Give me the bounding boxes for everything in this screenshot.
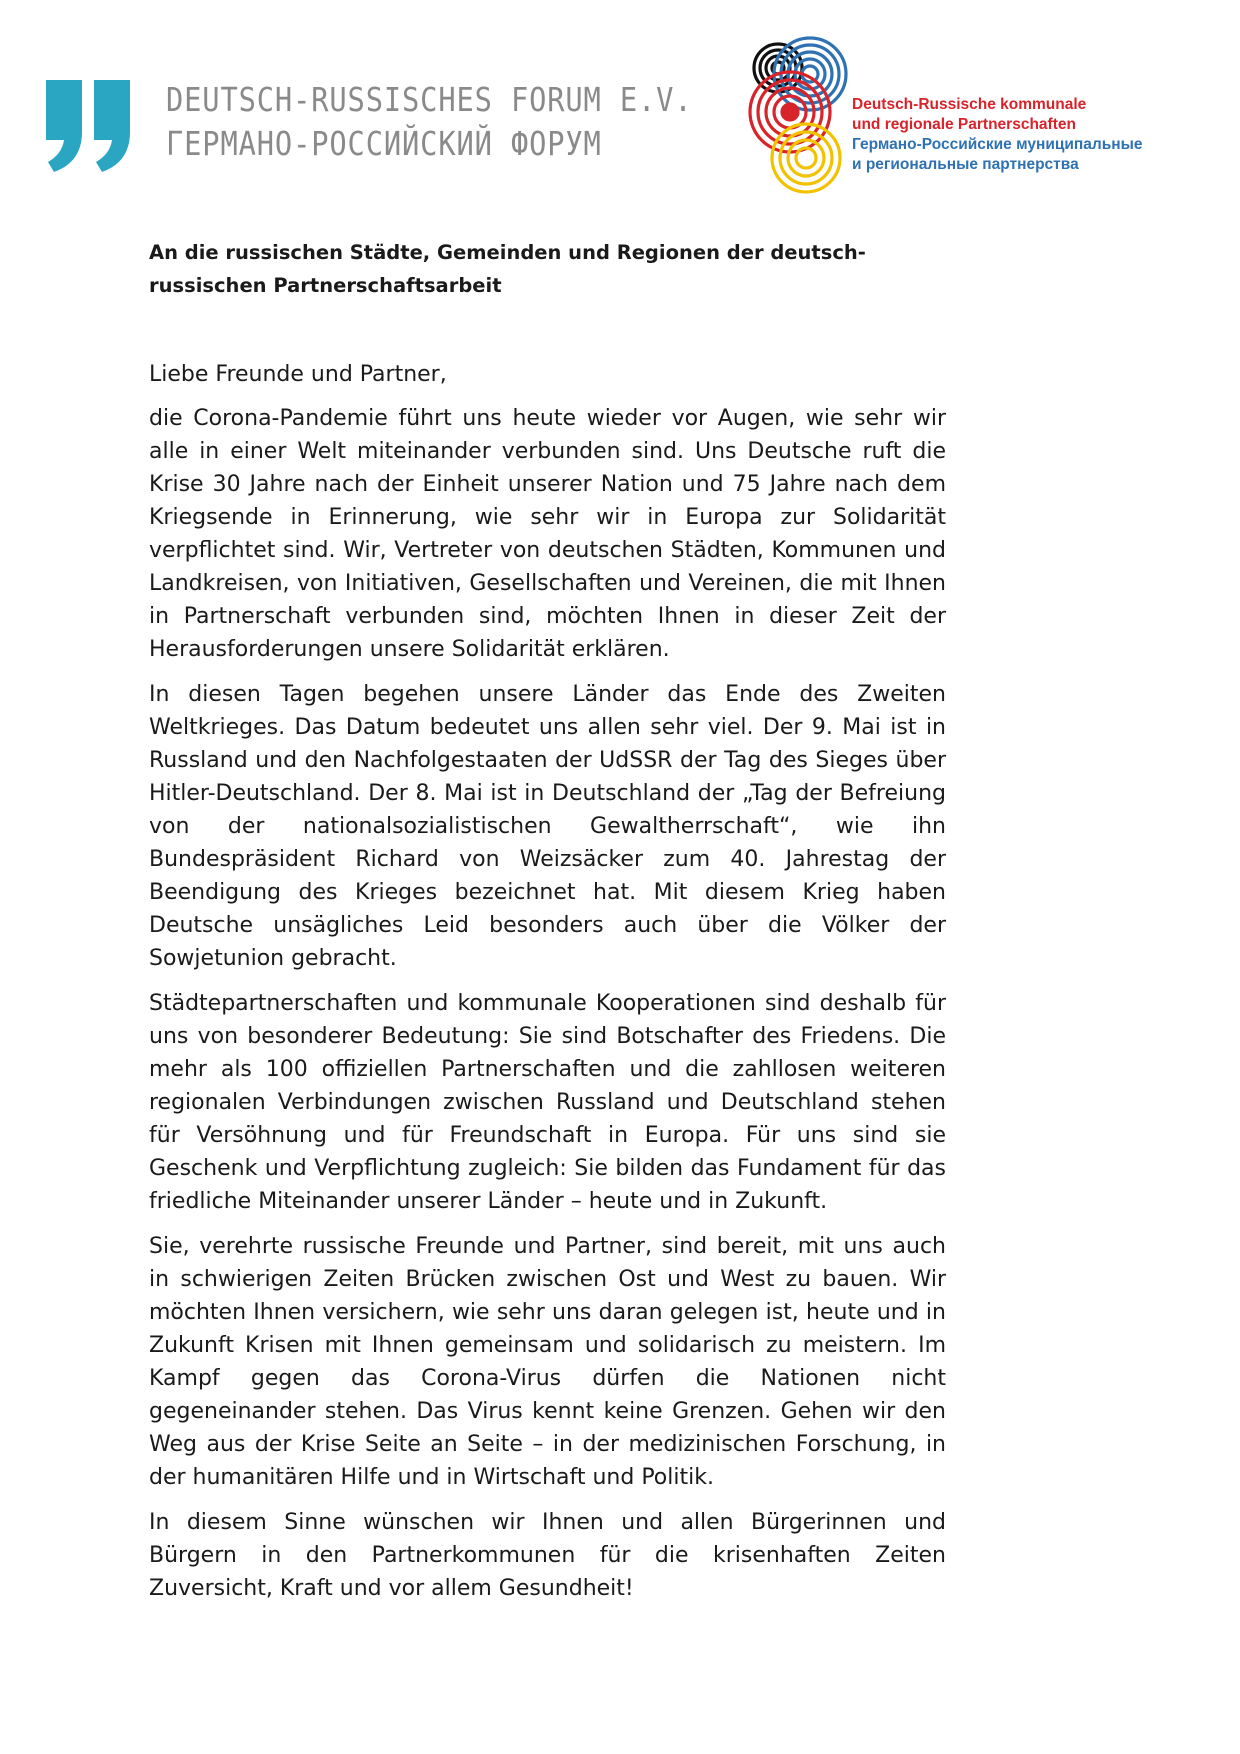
org-name [166, 78, 693, 166]
logo-line-de-2: und regionale Partnerschaften [852, 116, 1076, 133]
letter-body [149, 236, 946, 1617]
drf-logo-quote-icon [42, 80, 142, 175]
logo-line-de-1: Deutsch-Russische kommunale [852, 96, 1087, 113]
logo-line-ru-1: Германо-Российские муниципальные [852, 136, 1143, 153]
partnership-logo-circles-icon [748, 36, 868, 196]
org-name-de: DEUTSCH-RUSSISCHES FORUM E.V. [166, 80, 693, 119]
letter-paragraph: In diesen Tagen begehen unsere Länder das Ende des Zweiten Weltkrieges. Das Datum bedeutet uns allen sehr viel. Der 9. Mai ist in Russland und den Nachfolgestaaten der UdSSR der Tag des Sieges über Hitler-Deutschland. Der 8. Mai ist in Deutschland der „Tag der Befreiung von der nationalsozialistischen Gewaltherrschaft“, wie ihn Bundespräsident Richard von Weizsäcker zum 40. Jahrestag der Beendigung des Krieges bezeichnet hat. Mit diesem Krieg haben Deutsche unsägliches Leid besonders auch über die Völker der Sowjetunion gebracht. [149, 682, 946, 971]
letterhead [0, 0, 1240, 230]
letter-paragraph: Sie, verehrte russische Freunde und Partner, sind bereit, mit uns auch in schwierigen Zeiten Brücken zwischen Ost und West zu bauen. Wir möchten Ihnen versichern, wie sehr uns daran gelegen ist, heute und in Zukunft Krisen mit Ihnen gemeinsam und solidarisch zu meistern. Im Kampf gegen das Corona-Virus dürfen die Nationen nicht gegeneinander stehen. Das Virus kennt keine Grenzen. Gehen wir den Weg aus der Krise Seite an Seite – in der medizinischen Forschung, in der humanitären Hilfe und in Wirtschaft und Politik. [149, 1234, 946, 1490]
letter-subject: An die russischen Städte, Gemeinden und Regionen der deutsch-russischen Partnerschaftsarbeit [149, 241, 866, 297]
letter-paragraph: Städtepartnerschaften und kommunale Kooperationen sind deshalb für uns von besonderer Bedeutung: Sie sind Botschafter des Friedens. Die mehr als 100 offiziellen Partnerschaften und die zahllosen weiteren regionalen Verbindungen zwischen Russland und Deutschland stehen für Versöhnung und für Freundschaft in Europa. Für uns sind sie Geschenk und Verpflichtung zugleich: Sie bilden das Fundament für das friedliche Miteinander unserer Länder – heute und in Zukunft. [149, 991, 946, 1214]
logo-line-ru-2: и региональные партнерства [852, 156, 1079, 173]
partnership-logo-text [852, 95, 1143, 175]
letter-salutation: Liebe Freunde und Partner, [149, 362, 447, 387]
org-name-ru: ГЕРМАНО-РОССИЙСКИЙ ФОРУМ [166, 124, 602, 163]
letter-paragraph: die Corona-Pandemie führt uns heute wieder vor Augen, wie sehr wir alle in einer Welt miteinander verbunden sind. Uns Deutsche ruft die Krise 30 Jahre nach der Einheit unserer Nation und 75 Jahre nach dem Kriegsende in Erinnerung, wie sehr wir in Europa zur Solidarität verpflichtet sind. Wir, Vertreter von deutschen Städten, Kommunen und Landkreisen, von Initiativen, Gesellschaften und Vereinen, die mit Ihnen in Partnerschaft verbunden sind, möchten Ihnen in dieser Zeit der Herausforderungen unsere Solidarität erklären. [149, 406, 946, 662]
letter-paragraph: In diesem Sinne wünschen wir Ihnen und allen Bürgerinnen und Bürgern in den Partnerkommunen für die krisenhaften Zeiten Zuversicht, Kraft und vor allem Gesundheit! [149, 1510, 946, 1601]
